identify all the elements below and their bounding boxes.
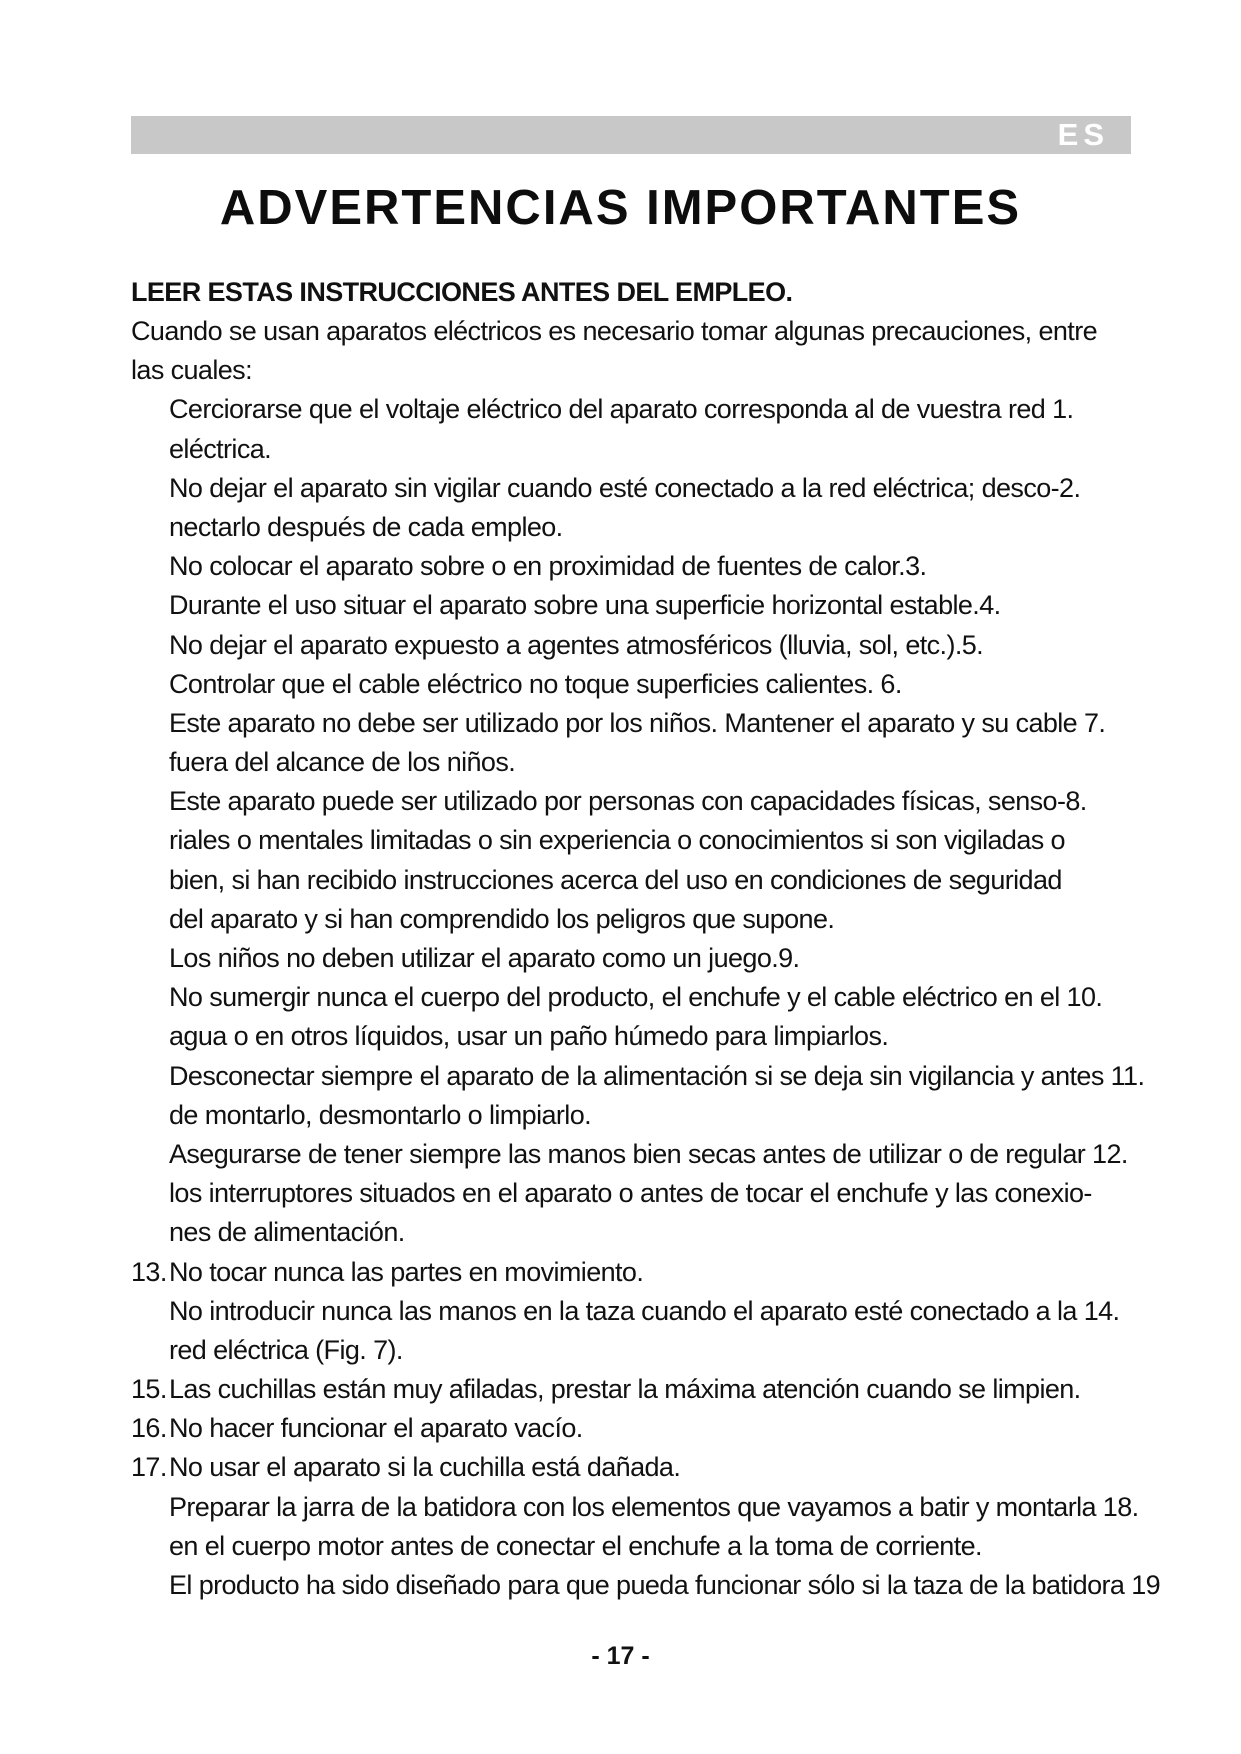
- language-code-label: ES: [1057, 117, 1109, 152]
- warning-line-text: Este aparato no debe ser utilizado por los niños. Mantener el aparato y su cable 7.: [169, 707, 1106, 738]
- warning-line: [131, 1331, 1191, 1370]
- warning-line-text: Durante el uso situar el aparato sobre una superficie horizontal estable.4.: [169, 590, 1001, 621]
- warning-line: [131, 1174, 1191, 1213]
- warning-line-text: Controlar que el cable eléctrico no toque superficies calientes. 6.: [169, 668, 902, 699]
- warning-line-text: nes de alimentación.: [169, 1217, 405, 1248]
- warning-line: [131, 547, 1191, 586]
- warning-line: [131, 704, 1191, 743]
- warning-line-text: nectarlo después de cada empleo.: [169, 511, 563, 542]
- warning-line: [131, 1566, 1191, 1605]
- page-number: - 17 -: [591, 1642, 650, 1670]
- warning-line: [131, 743, 1191, 782]
- warning-line-text: No dejar el aparato expuesto a agentes atmosféricos (lluvia, sol, etc.).5.: [169, 629, 984, 660]
- warning-line: [131, 1253, 1191, 1292]
- warning-line-text: eléctrica.: [169, 433, 272, 464]
- warning-line: [131, 861, 1191, 900]
- warning-line: [131, 1017, 1191, 1056]
- warning-line: [131, 1096, 1191, 1135]
- warning-line: [131, 430, 1191, 469]
- warning-line-text: No sumergir nunca el cuerpo del producto, el enchufe y el cable eléctrico en el 10.: [169, 982, 1103, 1013]
- warning-line: [131, 390, 1191, 429]
- language-header-bar: [131, 116, 1131, 154]
- warning-line-text: Los niños no deben utilizar el aparato como un juego.9.: [169, 943, 800, 973]
- warning-line: [131, 1213, 1191, 1252]
- warning-line: [131, 1057, 1191, 1096]
- intro-line: las cuales:: [131, 355, 252, 386]
- warning-line-text: El producto ha sido diseñado para que pueda funcionar sólo si la taza de la batidora 19: [169, 1570, 1161, 1600]
- warning-line: [131, 821, 1191, 860]
- warning-line-text: en el cuerpo motor antes de conectar el enchufe a la toma de corriente.: [169, 1530, 982, 1561]
- warning-line-text: Este aparato puede ser utilizado por personas con capacidades físicas, senso-8.: [169, 786, 1087, 817]
- warning-line: [131, 469, 1191, 508]
- warning-line-text: No tocar nunca las partes en movimiento.: [169, 1256, 644, 1287]
- warning-line: [131, 978, 1191, 1017]
- warning-line-text: bien, si han recibido instrucciones acerca del uso en condiciones de seguridad: [169, 864, 1062, 895]
- warning-line: [131, 508, 1191, 547]
- warning-line-text: de montarlo, desmontarlo o limpiarlo.: [169, 1099, 592, 1130]
- warnings-text-body: [131, 312, 1191, 1605]
- warning-line-text: riales o mentales limitadas o sin experiencia o conocimientos si son vigiladas o: [169, 825, 1065, 856]
- warning-line: [131, 939, 1191, 978]
- page-title: ADVERTENCIAS IMPORTANTES: [219, 181, 1022, 235]
- warning-line-text: los interruptores situados en el aparato o antes de tocar el enchufe y las conexio-: [169, 1178, 1092, 1209]
- warning-line-text: Cerciorarse que el voltaje eléctrico del aparato corresponda al de vuestra red 1.: [169, 394, 1074, 425]
- warning-line: [131, 1527, 1191, 1566]
- warning-line-text: No colocar el aparato sobre o en proximidad de fuentes de calor.3.: [169, 551, 927, 582]
- warning-line: [131, 1370, 1191, 1409]
- warning-line: [131, 626, 1191, 665]
- warning-item-number: 15.: [131, 1374, 167, 1405]
- warning-item-number: 16.: [131, 1413, 167, 1444]
- intro-line: Cuando se usan aparatos eléctricos es necesario tomar algunas precauciones, entre: [131, 316, 1097, 346]
- warning-line-text: No usar el aparato si la cuchilla está dañada.: [169, 1452, 681, 1483]
- warning-line: [131, 1292, 1191, 1331]
- warning-line-text: Desconectar siempre el aparato de la alimentación si se deja sin vigilancia y antes 11.: [169, 1060, 1145, 1091]
- warning-line: [131, 782, 1191, 821]
- warning-line: [131, 1448, 1191, 1487]
- warning-line-text: Preparar la jarra de la batidora con los elementos que vayamos a batir y montarla 18.: [169, 1491, 1139, 1522]
- warning-line-text: red eléctrica (Fig. 7).: [169, 1334, 403, 1365]
- warning-line-text: agua o en otros líquidos, usar un paño húmedo para limpiarlos.: [169, 1021, 889, 1052]
- warning-line: [131, 586, 1191, 625]
- warning-line: [131, 1409, 1191, 1448]
- warning-line: [131, 900, 1191, 939]
- warning-line: [131, 1135, 1191, 1174]
- warning-line-text: No introducir nunca las manos en la taza cuando el aparato esté conectado a la 14.: [169, 1295, 1120, 1326]
- warning-line-text: del aparato y si han comprendido los peligros que supone.: [169, 903, 835, 934]
- warning-line-text: Asegurarse de tener siempre las manos bien secas antes de utilizar o de regular 12.: [169, 1138, 1128, 1169]
- warning-line: [131, 1488, 1191, 1527]
- warning-line-text: No hacer funcionar el aparato vacío.: [169, 1413, 583, 1444]
- instructions-heading: LEER ESTAS INSTRUCCIONES ANTES DEL EMPLEO.: [131, 277, 793, 307]
- warning-line-text: Las cuchillas están muy afiladas, prestar la máxima atención cuando se limpien.: [169, 1374, 1081, 1405]
- warning-item-number: 13.: [131, 1256, 167, 1287]
- warning-line: [131, 665, 1191, 704]
- warning-line-text: fuera del alcance de los niños.: [169, 747, 516, 778]
- warning-item-number: 17.: [131, 1452, 167, 1483]
- warning-line-text: No dejar el aparato sin vigilar cuando esté conectado a la red eléctrica; desco-2.: [169, 472, 1081, 503]
